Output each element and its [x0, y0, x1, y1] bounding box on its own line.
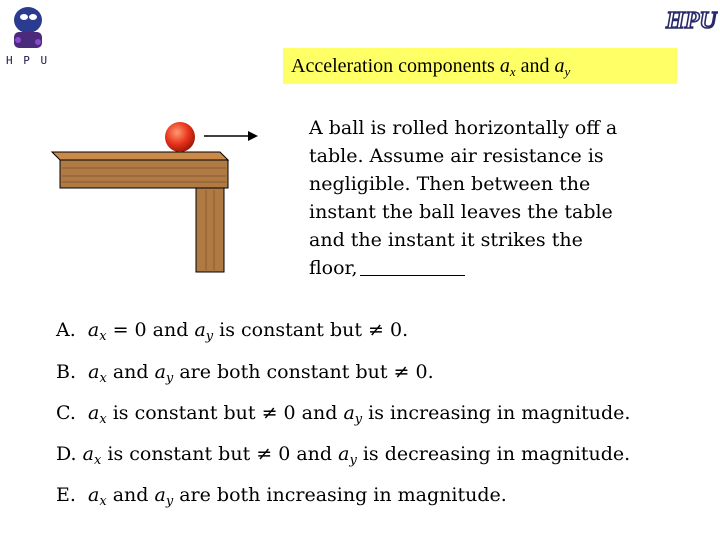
title-main: Acceleration components: [291, 55, 495, 77]
question-line: A ball is rolled horizontally off a: [309, 117, 618, 139]
title-var-a: a: [499, 55, 510, 77]
question-line: instant the ball leaves the table: [309, 201, 613, 223]
ball-icon: [165, 122, 195, 152]
option-d[interactable]: D. $a_x$ is constant but ≠ 0 and $a_y$ is decreasing in magnitude.: [56, 443, 631, 468]
panther-mascot-icon: [4, 2, 52, 52]
title-and: and: [520, 55, 550, 77]
option-letter: D.: [56, 443, 77, 465]
right-logo: [664, 4, 718, 38]
title-var-a2: a: [554, 55, 565, 77]
option-c[interactable]: C. $a_x$ is constant but ≠ 0 and $a_y$ is increasing in magnitude.: [56, 402, 631, 427]
left-logo: [4, 2, 52, 70]
tabletop-surface: [52, 152, 228, 160]
tabletop-edge: [60, 160, 228, 188]
table-ball-illustration: [50, 110, 290, 280]
title-sub-x: x: [509, 64, 516, 79]
option-letter: B.: [56, 361, 77, 383]
question-line: negligible. Then between the: [309, 173, 591, 195]
question-text: [309, 114, 689, 282]
hpu-monogram-icon: [664, 4, 718, 34]
logo-letters: H P U: [6, 54, 50, 67]
option-e[interactable]: E. $a_x$ and $a_y$ are both increasing in magnitude.: [56, 484, 507, 509]
page-title: [291, 55, 570, 80]
option-letter: C.: [56, 402, 76, 424]
option-letter: A.: [56, 319, 76, 341]
title-sub-y: y: [564, 64, 571, 79]
table-leg: [196, 188, 224, 272]
option-a[interactable]: A. $a_x = 0$ and $a_y$ is constant but ≠ 0.: [56, 319, 409, 344]
option-b[interactable]: B. $a_x$ and $a_y$ are both constant but ≠ 0.: [56, 361, 434, 386]
question-line: floor,: [309, 254, 689, 282]
question-line: table. Assume air resistance is: [309, 145, 604, 167]
question-line: and the instant it strikes the: [309, 229, 583, 251]
hpu-monogram-text: HPU: [666, 8, 717, 34]
option-letter: E.: [56, 484, 76, 506]
answer-blank: [360, 257, 465, 276]
